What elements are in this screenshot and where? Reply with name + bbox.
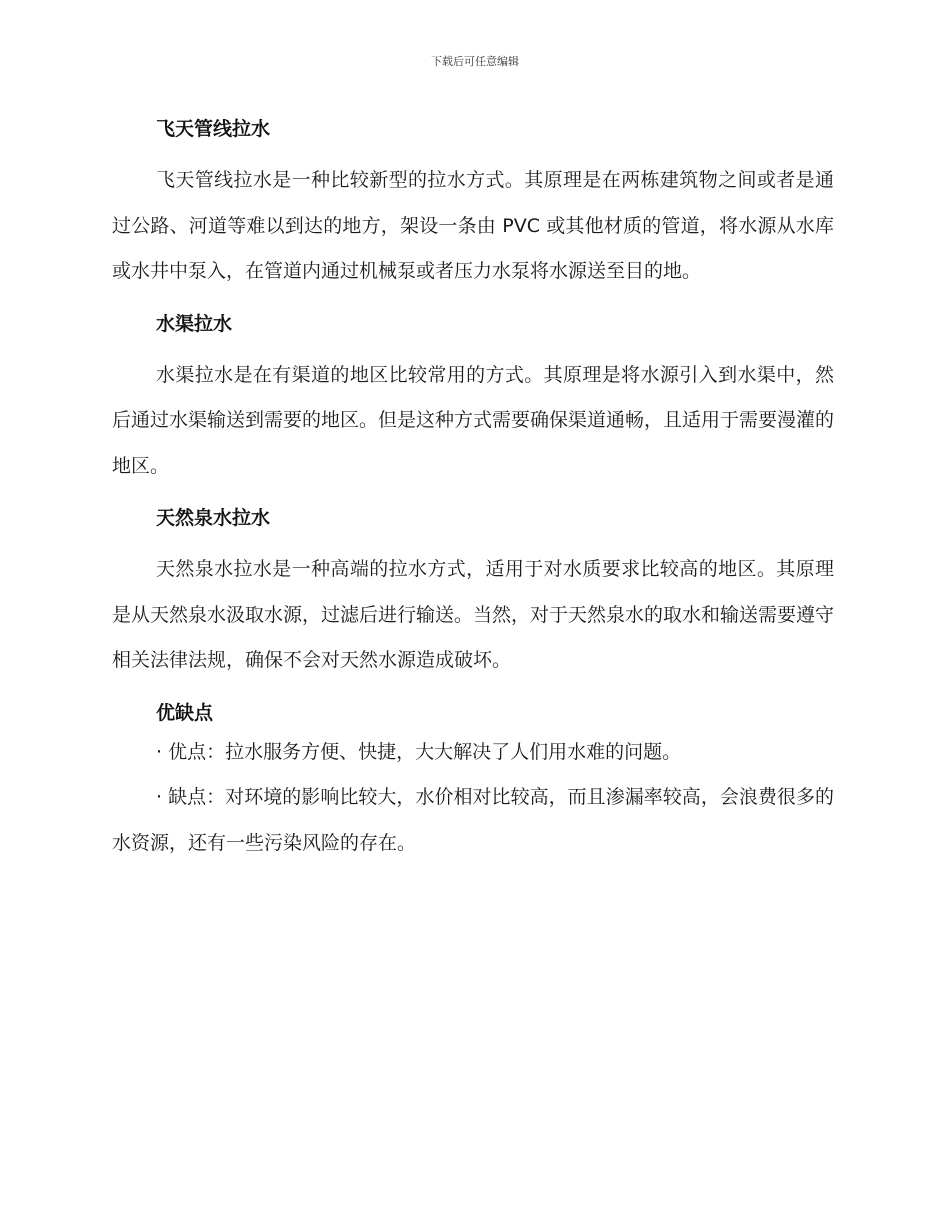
section-heading-quanshui: 天然泉水拉水 [156, 507, 271, 529]
section-heading-feitian: 飞天管线拉水 [156, 118, 271, 140]
section-heading-pros-cons: 优缺点 [156, 701, 214, 724]
pros-bullet: · 优点：拉水服务方便、快捷，大大解决了人们用水难的问题。 [156, 740, 682, 763]
cons-bullet: · 缺点：对环境的影响比较大，水价相对比较高，而且渗漏率较高，会浪费很多的水资源，还有一些污染风险的存在。 [112, 786, 834, 854]
section-body-feitian: 飞天管线拉水是一种比较新型的拉水方式。其原理是在两栋建筑物之间或者是通过公路、河道等难以到达的地方，架设一条由 PVC 或其他材质的管道，将水源从水库或水井中泵入，在管道内通过机械泵或者压力水泵将水源送至目的地。 [112, 169, 834, 282]
section-body-quanshui: 天然泉水拉水是一种高端的拉水方式，适用于对水质要求比较高的地区。其原理是从天然泉水汲取水源，过滤后进行输送。当然，对于天然泉水的取水和输送需要遵守相关法律法规，确保不会对天然水源造成破坏。 [112, 558, 835, 671]
page-header: 下载后可任意编辑 [431, 55, 519, 68]
document-body [112, 112, 834, 866]
section-heading-shuiqu: 水渠拉水 [156, 312, 233, 335]
section-body-shuiqu: 水渠拉水是在有渠道的地区比较常用的方式。其原理是将水源引入到水渠中，然后通过水渠输送到需要的地区。但是这种方式需要确保渠道通畅，且适用于需要漫灌的地区。 [112, 363, 835, 477]
